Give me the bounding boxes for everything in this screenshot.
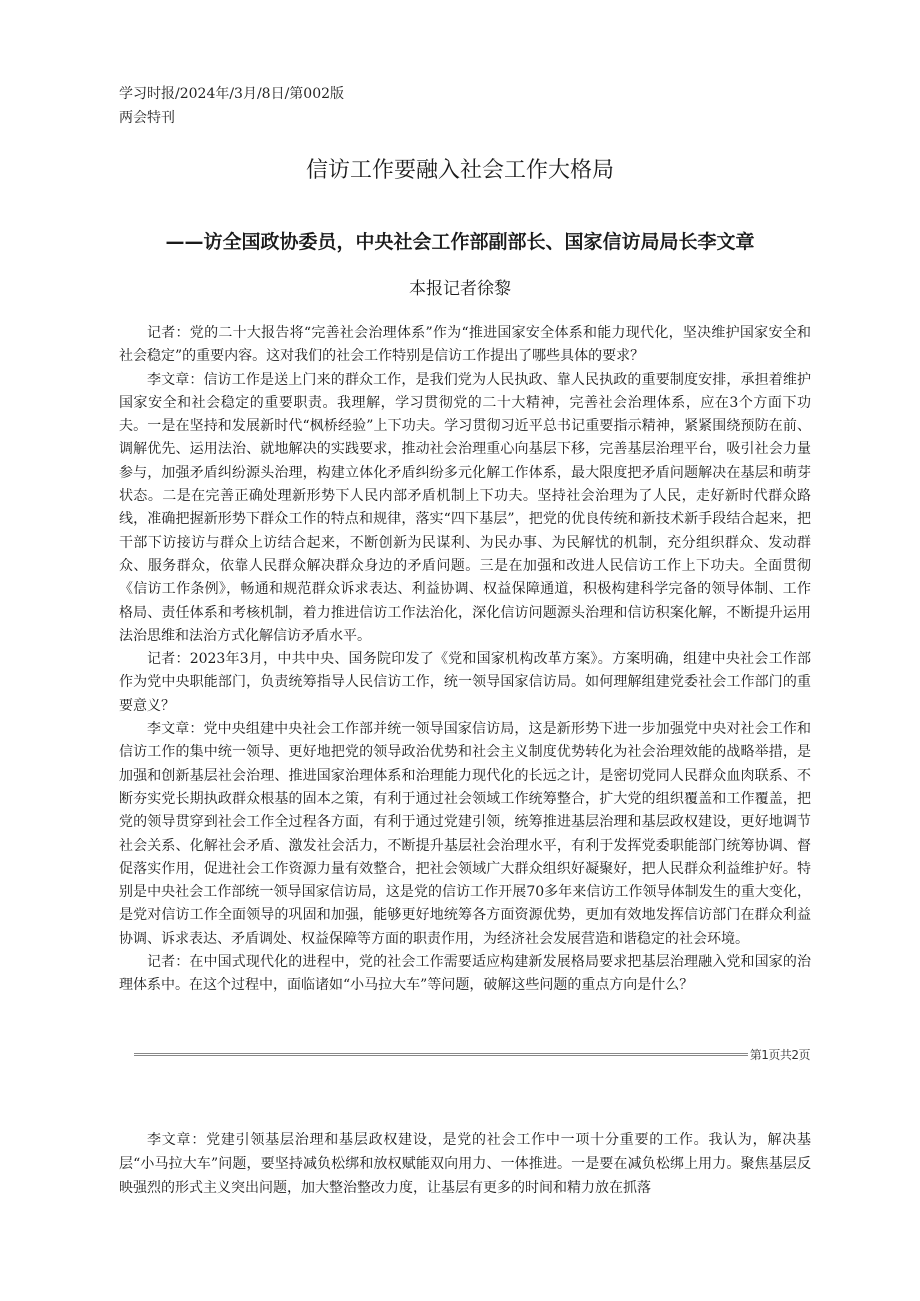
footer-divider [134, 1053, 748, 1056]
article-body-continued [119, 1128, 811, 1200]
byline: 本报记者徐黎 [409, 279, 511, 299]
section-label: 两会特刊 [119, 110, 175, 126]
article-subtitle: ——访全国政协委员，中央社会工作部副部长、国家信访局局长李文章 [165, 231, 755, 253]
paragraph: 李文章：党建引领基层治理和基层政权建设，是党的社会工作中一项十分重要的工作。我认为，解决基层“小马拉大车”问题，要坚持减负松绑和放权赋能双向用力、一体推进。一是要在减负松绑上用力。聚焦基层反映强烈的形式主义突出问题，加大整治整改力度，让基层有更多的时间和精力放在抓落 [119, 1132, 811, 1196]
paragraph: 李文章：信访工作是送上门来的群众工作，是我们党为人民执政、靠人民执政的重要制度安排，承担着维护国家安全和社会稳定的重要职责。我理解，学习贯彻党的二十大精神，完善社会治理体系，应在3个方面下功夫。一是在坚持和发展新时代“枫桥经验”上下功夫。学习贯彻习近平总书记重要指示精神，紧紧围绕预防在前、调解优先、运用法治、就地解决的实践要求，推动社会治理重心向基层下移，完善基层治理平台，吸引社会力量参与，加强矛盾纠纷源头治理，构建立体化矛盾纠纷多元化解工作体系，最大限度把矛盾问题解决在基层和萌芽状态。二是在完善正确处理新形势下人民内部矛盾机制上下功夫。坚持社会治理为了人民，走好新时代群众路线，准确把握新形势下群众工作的特点和规律，落实“四下基层”，把党的优良传统和新技术新手段结合起来，把干部下访接访与群众上访结合起来，不断创新为民谋利、为民办事、为民解忧的机制，充分组织群众、发动群众、服务群众，依靠人民群众解决群众身边的矛盾问题。三是在加强和改进人民信访工作上下功夫。全面贯彻《信访工作条例》，畅通和规范群众诉求表达、利益协调、权益保障通道，积极构建科学完备的领导体制、工作格局、责任体系和考核机制，着力推进信访工作法治化，深化信访问题源头治理和信访积案化解，不断提升运用法治思维和法治方式化解信访矛盾水平。 [119, 371, 811, 644]
source-line: 学习时报/2024年/3月/8日/第002版 [119, 86, 345, 102]
paragraph: 记者：2023年3月，中共中央、国务院印发了《党和国家机构改革方案》。方案明确，组建中央社会工作部作为党中央职能部门，负责统筹指导人民信访工作，统一领导国家信访局。如何理解组建党委社会工作部门的重要意义？ [119, 651, 811, 714]
article-title: 信访工作要融入社会工作大格局 [305, 158, 614, 183]
page-number: 第1页共2页 [749, 1047, 810, 1062]
paragraph: 记者：在中国式现代化的进程中，党的社会工作需要适应构建新发展格局要求把基层治理融入党和国家的治理体系中。在这个过程中，面临诸如“小马拉大车”等问题，破解这些问题的重点方向是什么？ [119, 954, 811, 994]
paragraph: 李文章：党中央组建中央社会工作部并统一领导国家信访局，这是新形势下进一步加强党中央对社会工作和信访工作的集中统一领导、更好地把党的领导政治优势和社会主义制度优势转化为社会治理效能的战略举措，是加强和创新基层社会治理、推进国家治理体系和治理能力现代化的长远之计，是密切党同人民群众血肉联系、不断夯实党长期执政群众根基的固本之策，有利于通过社会领域工作统筹整合，扩大党的组织覆盖和工作覆盖，把党的领导贯穿到社会工作全过程各方面，有利于通过党建引领，统筹推进基层治理和基层政权建设，更好地调节社会关系、化解社会矛盾、激发社会活力，不断提升基层社会治理水平，有利于发挥党委职能部门统筹协调、督促落实作用，促进社会工作资源力量有效整合，把社会领域广大群众组织好凝聚好，把人民群众利益维护好。特别是中央社会工作部统一领导国家信访局，这是党的信访工作开展70多年来信访工作领导体制发生的重大变化，是党对信访工作全面领导的巩固和加强，能够更好地统筹各方面资源优势，更加有效地发挥信访部门在群众利益协调、诉求表达、矛盾调处、权益保障等方面的职责作用，为经济社会发展营造和谐稳定的社会环境。 [119, 721, 811, 947]
paragraph: 记者：党的二十大报告将“完善社会治理体系”作为“推进国家安全体系和能力现代化，坚决维护国家安全和社会稳定”的重要内容。这对我们的社会工作特别是信访工作提出了哪些具体的要求？ [119, 325, 811, 365]
page-footer [134, 1044, 810, 1064]
article-body [119, 322, 811, 998]
